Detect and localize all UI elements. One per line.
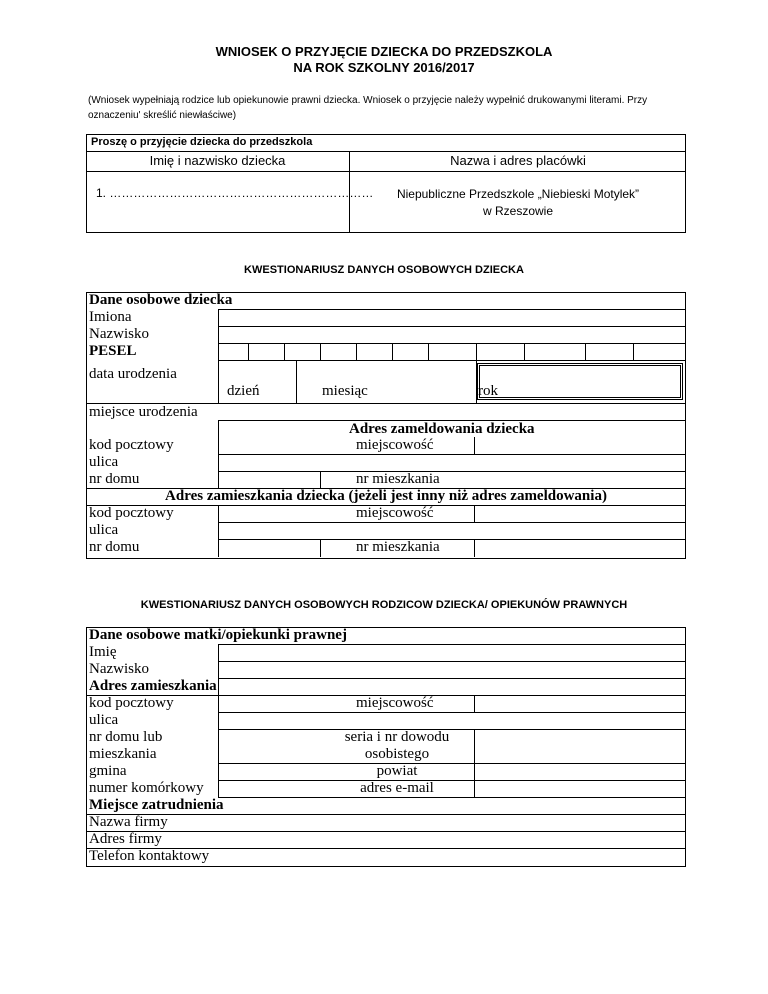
facility-name [350,186,686,220]
parent-heading: Dane osobowe matki/opiekunki prawnej [89,627,347,643]
label-commune: gmina [89,763,127,779]
label-contact-phone: Telefon kontaktowy [89,848,210,864]
workplace-heading: Miejsce zatrudnienia [89,797,224,813]
request-caption: Proszę o przyjęcie dziecka do przedszkola [91,136,313,148]
label-town-2: miejscowość [356,505,434,521]
facility-line2: w Rzeszowie [482,204,554,218]
form-instructions [88,93,728,123]
form-title [0,44,768,75]
label-house-no-2: nr domu [89,539,140,555]
label-id-line1: seria i nr dowodu [344,729,450,745]
registered-address-heading: Adres zameldowania dziecka [349,421,535,437]
instructions-line1: (Wniosek wypełniają rodzice lub opiekunowie prawni dziecka. Wniosek o przyjęcie należy wypełnić drukowanymi literami. Przy [88,95,648,106]
child-name-header: Imię i nazwisko dziecka [149,153,286,168]
label-id-line2: osobistego [364,746,430,762]
label-county: powiat [376,763,418,779]
label-parent-surname: Nazwisko [89,661,149,677]
child-section-title: KWESTIONARIUSZ DANYCH OSOBOWYCH DZIECKA [244,264,524,276]
label-postal-code-2: kod pocztowy [89,505,174,521]
label-mobile: numer komórkowy [89,780,204,796]
label-birth-date: data urodzenia [89,366,177,382]
label-house-no: nr domu [89,471,140,487]
parent-address-heading: Adres zamieszkania [89,678,217,694]
child-name-field[interactable]: 1. ………………………………………………………… [96,186,374,200]
year-box[interactable] [477,363,683,400]
label-company-address: Adres firmy [89,831,162,847]
label-postal-code: kod pocztowy [89,437,174,453]
label-house-line1: nr domu lub [89,729,163,745]
label-first-name: Imię [89,644,117,660]
label-flat-no-2: nr mieszkania [356,539,440,555]
label-birth-place: miejsce urodzenia [89,404,198,420]
label-street: ulica [89,454,119,470]
label-parent-postal-code: kod pocztowy [89,695,174,711]
label-company-name: Nazwa firmy [89,814,168,830]
label-names: Imiona [89,309,132,325]
label-street-2: ulica [89,522,119,538]
form-title-line1: WNIOSEK O PRZYJĘCIE DZIECKA DO PRZEDSZKOLA [215,44,553,59]
child-heading: Dane osobowe dziecka [89,292,233,308]
label-month: miesiąc [322,383,368,399]
parent-section-title: KWESTIONARIUSZ DANYCH OSOBOWYCH RODZICOW DZIECKA/ OPIEKUNÓW PRAWNYCH [140,599,628,611]
label-surname: Nazwisko [89,326,149,342]
instructions-line2: oznaczeniu' skreślić niewłaściwe) [88,110,237,121]
label-parent-street: ulica [89,712,119,728]
label-pesel: PESEL [89,343,137,359]
residence-address-heading: Adres zamieszkania dziecka (jeżeli jest inny niż adres zameldowania) [165,488,607,504]
form-title-line2: NA ROK SZKOLNY 2016/2017 [293,60,475,75]
label-house-line2: mieszkania [89,746,157,762]
label-day: dzień [227,383,260,399]
label-email: adres e-mail [360,780,434,796]
label-flat-no: nr mieszkania [356,471,440,487]
facility-line1: Niepubliczne Przedszkole „Niebieski Motylek” [396,187,640,201]
facility-header: Nazwa i adres placówki [450,153,586,168]
label-parent-town: miejscowość [356,695,434,711]
label-year: rok [478,383,498,399]
label-town: miejscowość [356,437,434,453]
